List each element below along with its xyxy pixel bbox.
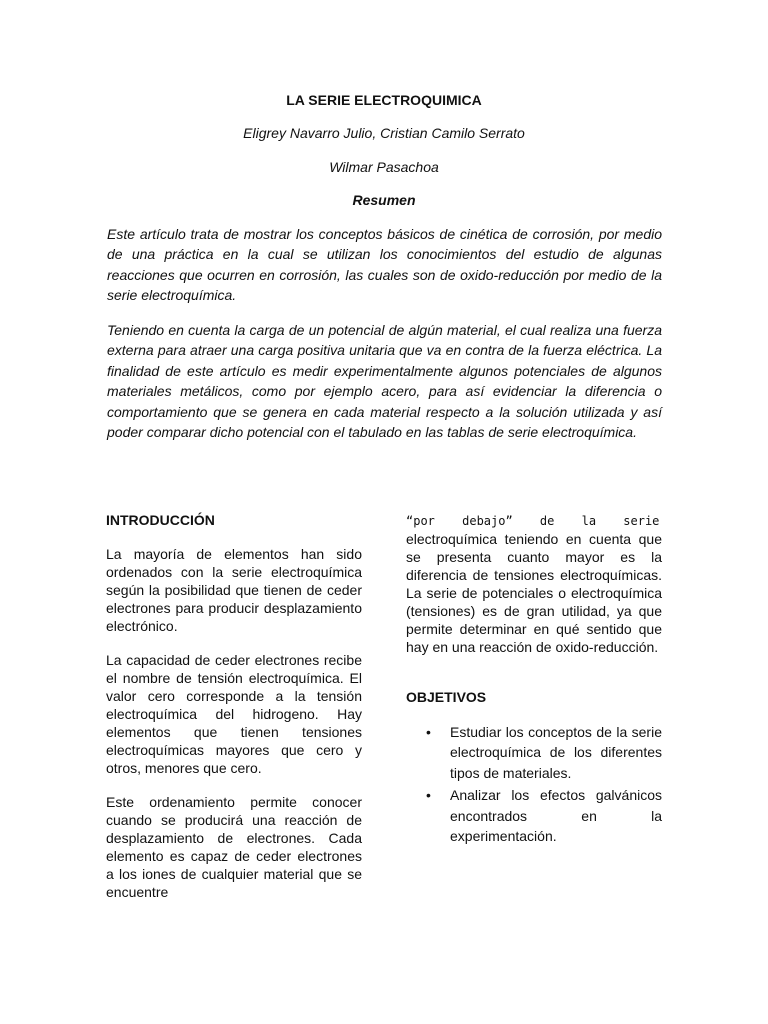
introduction-heading: INTRODUCCIÓN — [106, 512, 215, 528]
introduction-paragraph-3: Este ordenamiento permite conocer cuando se producirá una reacción de desplazamiento de electrones. Cada elemento es capaz de ceder electrones a los iones de cualquier material que se encuentre — [106, 794, 362, 900]
continuation-text: electroquímica teniendo en cuenta que se presenta cuanto mayor es la diferencia de tensiones electroquímicas. La serie de potenciales o electroquímica (tensiones) es de gran utilidad, ya que permite determinar en qué sentido que hay en una reacción de oxido-reducción. — [406, 531, 662, 655]
objective-text: Analizar los efectos galvánicos encontrados en la experimentación. — [450, 787, 662, 845]
right-column — [406, 511, 662, 848]
introduction-paragraph-2: La capacidad de ceder electrones recibe el nombre de tensión electroquímica. El valor cero corresponde a la tensión electroquímica del hidrogeno. Hay elementos que tienen tensiones electroquímicas mayores que cero y otros, menores que cero. — [106, 652, 362, 776]
abstract-paragraph-2: Teniendo en cuenta la carga de un potencial de algún material, el cual realiza una fuerza externa para atraer una carga positiva unitaria que va en contra de la fuerza eléctrica. La finalidad de este artículo es medir experimentalmente algunos potenciales de algunos materiales metálicos, como por ejemplo acero, para así evidenciar la diferencia o comportamiento que se genera en cada material respecto a la solución utilizada y así poder comparar dicho potencial con el tabulado en las tablas de serie electroquímica. — [107, 322, 662, 441]
continuation-quoted-text: “por debajo” de la serie — [406, 514, 660, 528]
abstract-paragraph-1: Este artículo trata de mostrar los conceptos básicos de cinética de corrosión, por medio de una práctica en la cual se utilizan los conocimientos del estudio de algunas reacciones que ocurren en corrosión, las cuales son de oxido-reducción por medio de la serie electroquímica. — [107, 226, 662, 304]
objectives-heading: OBJETIVOS — [406, 689, 487, 705]
list-item — [406, 785, 662, 846]
introduction-continuation — [406, 511, 662, 656]
left-column — [106, 511, 362, 901]
objectives-list — [406, 722, 662, 846]
bullet-icon: • — [426, 787, 431, 804]
bullet-icon: • — [426, 724, 431, 740]
objective-text: Estudiar los conceptos de la serie electroquímica de los diferentes tipos de materiales. — [450, 724, 662, 781]
abstract-heading: Resumen — [352, 192, 416, 208]
list-item — [406, 722, 662, 783]
authors-line-1: Eligrey Navarro Julio, Cristian Camilo Serrato — [243, 125, 525, 141]
authors-line-2: Wilmar Pasachoa — [329, 159, 439, 175]
paper-title: LA SERIE ELECTROQUIMICA — [286, 92, 482, 108]
introduction-paragraph-1: La mayoría de elementos han sido ordenados con la serie electroquímica según la posibilidad que tienen de ceder electrones para producir desplazamiento electrónico. — [106, 546, 362, 634]
